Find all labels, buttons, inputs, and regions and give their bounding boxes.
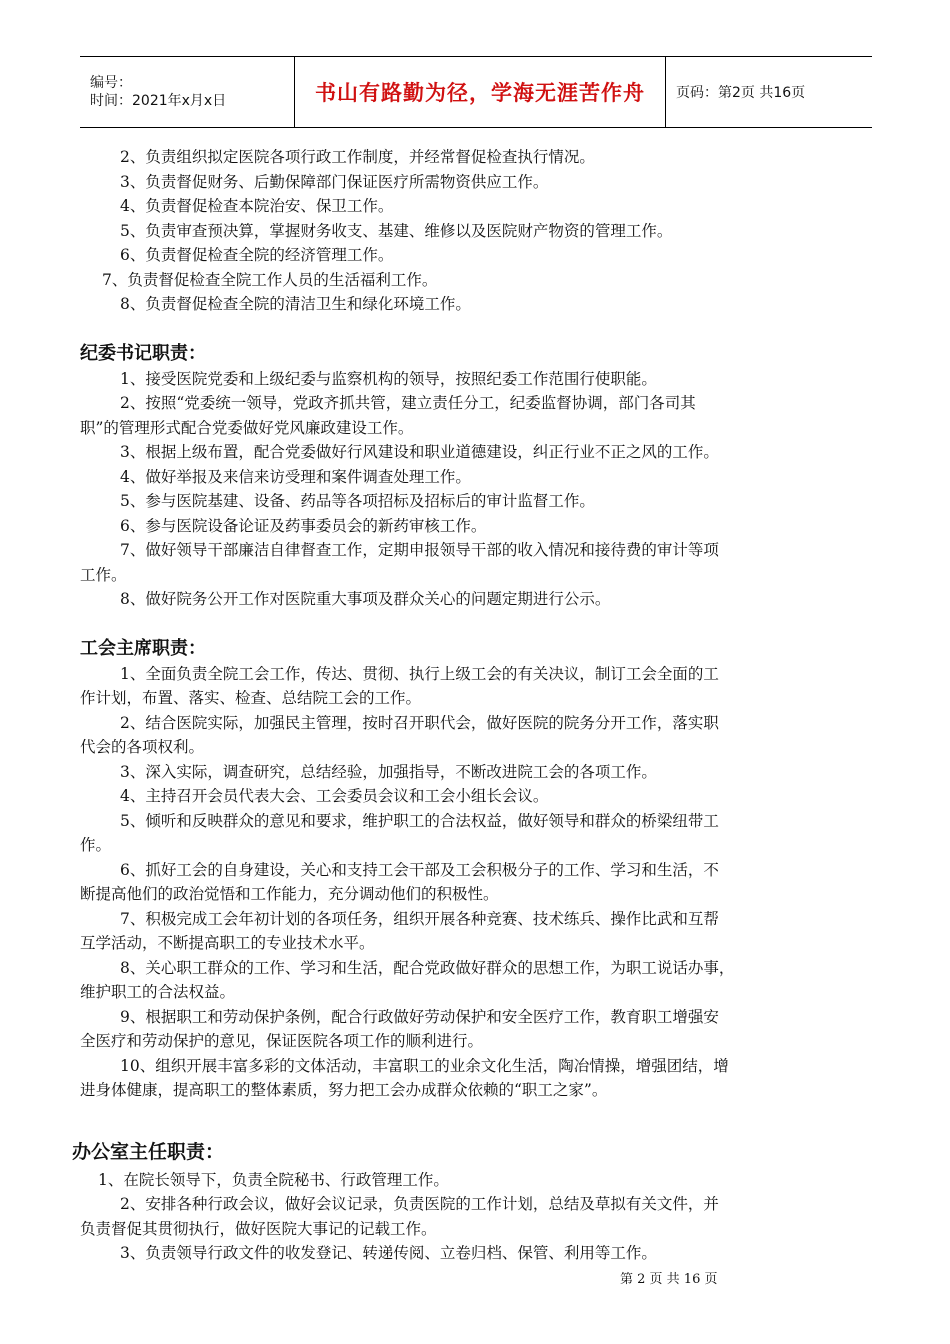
- paragraph: 互学活动，不断提高职工的专业技术水平。: [80, 934, 375, 952]
- paragraph: 5、倾听和反映群众的意见和要求，维护职工的合法权益，做好领导和群众的桥梁纽带工: [120, 811, 719, 830]
- paragraph: 7、负责督促检查全院工作人员的生活福利工作。: [102, 270, 438, 289]
- paragraph: 作计划，布置、落实、检查、总结院工会的工作。: [80, 689, 422, 707]
- number-label: 编号：: [90, 75, 132, 91]
- paragraph: 9、根据职工和劳动保护条例，配合行政做好劳动保护和安全医疗工作，教育职工增强安: [120, 1007, 719, 1026]
- paragraph: 8、关心职工群众的工作、学习和生活，配合党政做好群众的思想工作，为职工说话办事，: [120, 958, 735, 977]
- paragraph: 1、接受医院党委和上级纪委与监察机构的领导，按照纪委工作范围行使职能。: [120, 369, 657, 388]
- paragraph: 2、负责组织拟定医院各项行政工作制度，并经常督促检查执行情况。: [120, 148, 595, 166]
- paragraph: 3、负责督促财务、后勤保障部门保证医疗所需物资供应工作。: [120, 172, 549, 191]
- paragraph: 负责督促其贯彻执行，做好医院大事记的记载工作。: [80, 1219, 437, 1238]
- paragraph: 全医疗和劳动保护的意见，保证医院各项工作的顺利进行。: [80, 1032, 484, 1050]
- paragraph: 工作。: [80, 565, 127, 584]
- paragraph: 4、负责督促检查本院治安、保卫工作。: [120, 197, 394, 215]
- paragraph: 3、负责领导行政文件的收发登记、转递传阅、立卷归档、保管、利用等工作。: [120, 1244, 657, 1262]
- paragraph: 4、主持召开会员代表大会、工会委员会议和工会小组长会议。: [120, 787, 549, 805]
- paragraph: 6、负责督促检查全院的经济管理工作。: [120, 246, 394, 264]
- page-label: 页码：第2页 共16页: [676, 85, 806, 101]
- paragraph: 维护职工的合法权益。: [80, 983, 236, 1001]
- paragraph: 2、结合医院实际，加强民主管理，按时召开职代会，做好医院的院务分开工作，落实职: [120, 713, 719, 732]
- paragraph: 4、做好举报及来信来访受理和案件调查处理工作。: [120, 467, 471, 486]
- section-title-union: 工会主席职责：: [80, 637, 206, 659]
- section-title-discipline: 纪委书记职责：: [80, 342, 206, 364]
- paragraph: 断提高他们的政治觉悟和工作能力，充分调动他们的积极性。: [80, 885, 499, 903]
- paragraph: 2、按照“党委统一领导，党政齐抓共管，建立责任分工，纪委监督协调，部门各司其: [120, 394, 696, 412]
- time-label: 时间：2021年x月x日: [90, 93, 227, 109]
- page-footer: 第 2 页 共 16 页: [620, 1272, 718, 1287]
- paragraph: 7、积极完成工会年初计划的各项任务，组织开展各种竞赛、技术练兵、操作比武和互帮: [120, 909, 719, 928]
- header-page: [666, 57, 872, 127]
- header-motto: [294, 57, 666, 127]
- paragraph: 5、负责审查预决算，掌握财务收支、基建、维修以及医院财产物资的管理工作。: [120, 221, 673, 240]
- paragraph: 代会的各项权利。: [80, 738, 205, 756]
- paragraph: 6、抓好工会的自身建设，关心和支持工会干部及工会积极分子的工作、学习和生活，不: [120, 860, 719, 879]
- paragraph: 10、组织开展丰富多彩的文体活动，丰富职工的业余文化生活，陶冶情操，增强团结，增: [120, 1056, 729, 1075]
- paragraph: 5、参与医院基建、设备、药品等各项招标及招标后的审计监督工作。: [120, 492, 595, 510]
- paragraph: 7、做好领导干部廉洁自律督查工作，定期申报领导干部的收入情况和接待费的审计等项: [120, 541, 719, 559]
- paragraph: 进身体健康，提高职工的整体素质，努力把工会办成群众依赖的“职工之家”。: [80, 1081, 608, 1099]
- paragraph: 3、深入实际，调查研究，总结经验，加强指导，不断改进院工会的各项工作。: [120, 762, 657, 781]
- paragraph: 2、安排各种行政会议，做好会议记录，负责医院的工作计划，总结及草拟有关文件，并: [120, 1195, 719, 1213]
- paragraph: 1、在院长领导下，负责全院秘书、行政管理工作。: [98, 1170, 449, 1189]
- header-meta: [80, 57, 294, 127]
- paragraph: 职”的管理形式配合党委做好党风廉政建设工作。: [80, 418, 414, 437]
- section-title-office: 办公室主任职责：: [72, 1140, 225, 1163]
- paragraph: 3、根据上级布置，配合党委做好行风建设和职业道德建设，纠正行业不正之风的工作。: [120, 443, 719, 461]
- paragraph: 6、参与医院设备论证及药事委员会的新药审核工作。: [120, 516, 487, 535]
- motto-text: 书山有路勤为径，学海无涯苦作舟: [315, 81, 645, 105]
- document-header: [80, 56, 872, 128]
- document-body: [72, 145, 880, 1266]
- paragraph: 8、做好院务公开工作对医院重大事项及群众关心的问题定期进行公示。: [120, 590, 611, 608]
- paragraph: 8、负责督促检查全院的清洁卫生和绿化环境工作。: [120, 295, 471, 313]
- paragraph: 1、全面负责全院工会工作，传达、贯彻、执行上级工会的有关决议，制订工会全面的工: [120, 664, 719, 683]
- paragraph: 作。: [80, 836, 112, 854]
